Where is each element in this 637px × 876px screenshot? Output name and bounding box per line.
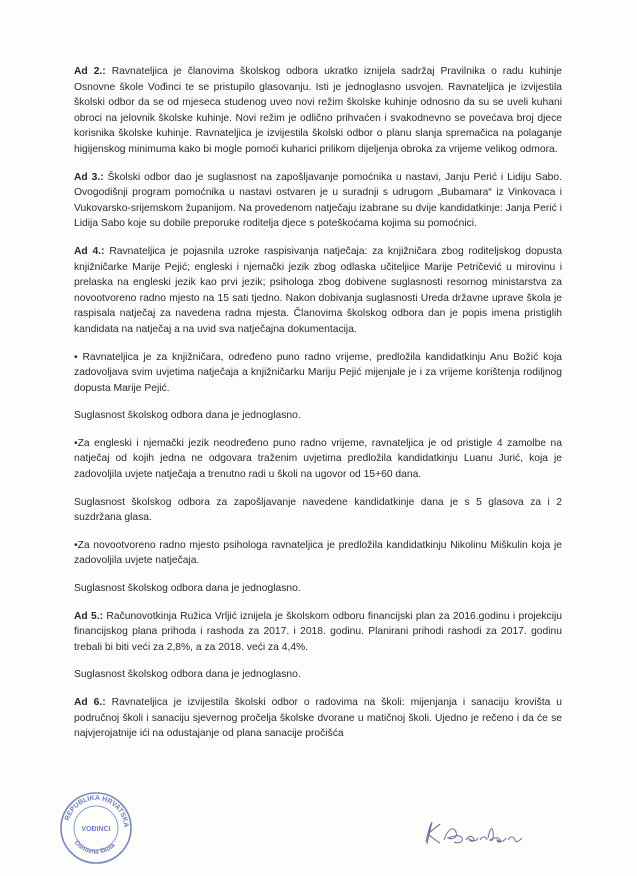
agenda-label: Ad 6.:: [74, 697, 106, 708]
consent-unanimous: [74, 408, 562, 424]
handwritten-signature: [418, 818, 530, 848]
stamp-middle-text: VOĐINCI: [81, 826, 111, 833]
svg-text:Osnovna škola: [73, 839, 117, 855]
paragraph-text: Školski odbor dao je suglasnost na zapošljavanje pomoćnika u nastavi, Janju Perić i Lidiju Sabo. Ovogodišnji program pomoćnika u nastavi ostvaren je u suradnji s udrugom „Bubamara“ iz Vinkovaca i Vukovarsko-srijemskom županijom. Na provedenom natječaju izabrane su dvije kandidatkinje: Janja Perić i Lidija Sabo koje su dobile preporuke roditelja djece s poteškoćama kojima su pomoćnici.: [74, 171, 562, 230]
paragraph-ad-3: [74, 170, 562, 232]
bullet-psychologist: [74, 538, 562, 569]
svg-text:REPUBLIKA HRVATSKA: [64, 795, 129, 828]
bullet-librarian: [74, 350, 562, 397]
paragraph-text: Ravnateljica je pojasnila uzroke raspisivanja natječaja: za knjižničara zbog roditeljskog dopusta knjižničarke Marije Pejić; engleski i njemački jezik zbog odlaska učiteljice Marije Petričević u mirovinu i prelaska na engleski jezik kao prvi jezik; psihologa zbog dobivene suglasnosti resornog ministarstva za novootvoreno radno mjesto na 15 sati tjedno. Nakon dobivanja suglasnosti Ureda državne uprave škola je raspisala natječaj za navedena radna mjesta. Članovima školskog odbora dan je popis imena pristiglih kandidata na natječaj a na uvid sva natječajna dokumentacija.: [74, 245, 562, 335]
agenda-label: Ad 4.:: [74, 245, 105, 257]
stamp-top-text: REPUBLIKA HRVATSKA: [64, 794, 130, 828]
agenda-label: Ad 3.:: [74, 171, 104, 183]
official-stamp: [58, 790, 134, 866]
agenda-label: Ad 5.:: [74, 610, 104, 622]
paragraph-ad-4: [74, 244, 562, 338]
consent-unanimous: [74, 667, 562, 683]
paragraph-ad-2: [74, 64, 562, 158]
bullet-language-teacher: [74, 436, 562, 483]
paragraph-text: Ravnateljica je izvijestila školski odbor o radovima na školi: mijenjanja i sanaciju krovišta u područnoj školi i sanaciju sjevernog pročelja školske dvorane u matičnoj školi. Ujedno je rečeno i da će se najvjerojatnije ići na odustajanje od plana sanacije pročišća: [74, 697, 562, 740]
paragraph-text: Suglasnost školskog odbora dana je jednoglasno.: [74, 669, 301, 681]
document-body: [74, 64, 562, 754]
paragraph-ad-5: [74, 609, 562, 656]
paragraph-text: Suglasnost školskog odbora dana je jednoglasno.: [74, 583, 301, 595]
consent-unanimous: [74, 581, 562, 597]
paragraph-text: Računovotkinja Ružica Vrljić iznijela je školskom odboru financijski plan za 2016.godinu i projekciju financijskog plana prihoda i rashoda za 2017. i 2018. godinu. Planirani prihodi rashodi za 2017. godinu trebali bi biti veći za 2,8%, a za 2018. veći za 4,4%.: [74, 610, 562, 653]
consent-votes: [74, 495, 562, 526]
paragraph-text: • Ravnateljica je za knjižničara, određeno puno radno vrijeme, predložila kandidatkinju Anu Božić koja zadovoljava svim uvjetima natječaja a knjižničarku Mariju Pejić mijenjale je i za vrijeme korištenja rodiljnog dopusta Marije Pejić.: [74, 351, 562, 394]
stamp-bottom-text: Osnovna škola: [72, 839, 117, 856]
paragraph-text: Suglasnost školskog odbora dana je jednoglasno.: [74, 410, 301, 422]
paragraph-text: •Za engleski i njemački jezik neodređeno puno radno vrijeme, ravnateljica je od pristigle 4 zamolbe na natječaj od kojih jedna ne odgovara traženim uvjetima predložila kandidatkinju Luanu Jurić, koja je zadovoljila uvjete natječaja a trenutno radi u školi na ugovor od 15+60 dana.: [74, 437, 562, 481]
agenda-label: Ad 2.:: [74, 66, 106, 77]
paragraph-text: Ravnateljica je članovima školskog odbora ukratko iznijela sadržaj Pravilnika o radu kuhinje Osnovne škole Vođinci te se pristupilo glasovanju. Isti je jednoglasno usvojen. Ravnateljica je izvijestila školski odbor da se od mjeseca studenog uveo novi režim školske kuhinje odnosno da su se uveli kuhani obroci na jelovnik školske kuhinje. Novi režim je odlično prihvaćen i svakodnevno se povećava broj djece korisnika školske kuhinje. Ravnateljica je izvijestila školski odbor o planu slanja spremačica na polaganje higijenskog minimuma kako bi mogle pomoći kuharici prilikom dijeljenja obroka za vrijeme velikog odmora.: [74, 66, 562, 155]
paragraph-text: Suglasnost školskog odbora za zapošljavanje navedene kandidatkinje dana je s 5 glasova za i 2 suzdržana glasa.: [74, 496, 562, 524]
paragraph-ad-6: [74, 695, 562, 742]
paragraph-text: •Za novootvoreno radno mjesto psihologa ravnateljica je predložila kandidatkinju Nikolinu Miškulin koja je zadovoljila uvjete natječaja.: [74, 539, 562, 567]
